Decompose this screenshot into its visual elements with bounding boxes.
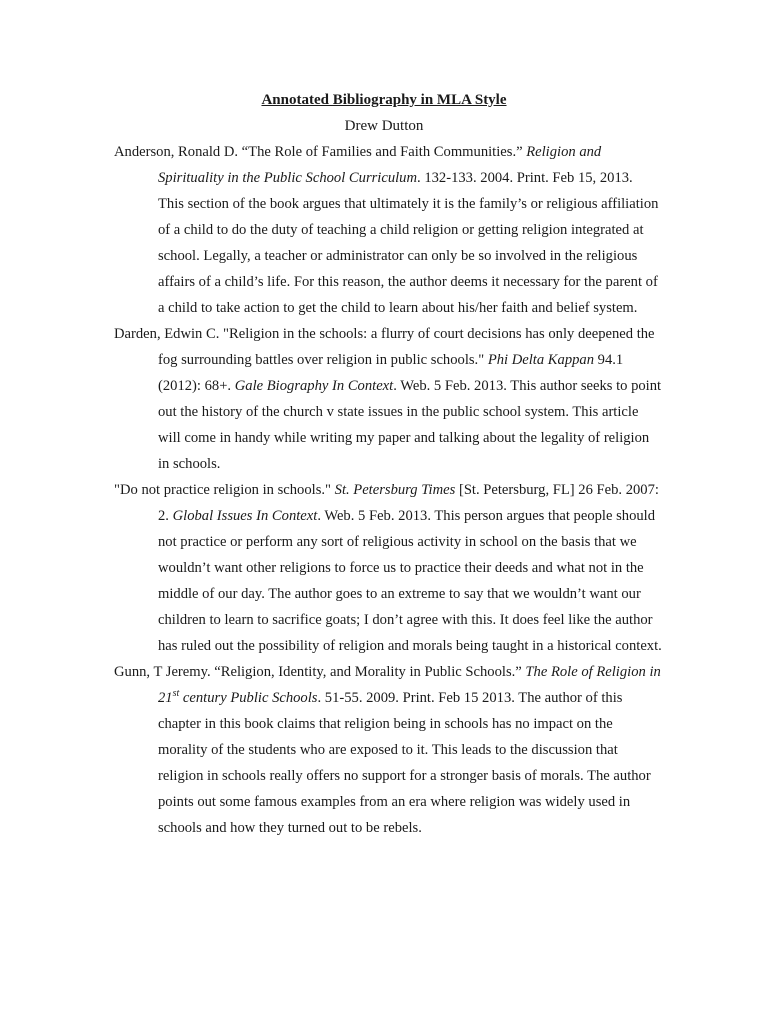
citation-text: [St. Petersburg, FL] 26 Feb. 2007: 2. bbox=[158, 482, 659, 524]
bibliography-entry-anderson bbox=[114, 139, 662, 321]
citation-text: . Web. 5 Feb. 2013. bbox=[317, 508, 435, 524]
citation-text: 94.1 (2012): 68+. bbox=[158, 352, 624, 394]
annotation-text: This section of the book argues that ultimately it is the family’s or religious affiliation of a child to do the duty of teaching a child religion or getting religion integrated at school. Legally, a teacher or administrator can only be so involved in the religious affairs of a child’s life. For this reason, the author deems it necessary for the parent of a child to take action to get the child to learn about his/her faith and belief system. bbox=[158, 196, 659, 316]
citation-text: "Do not practice religion in schools." bbox=[114, 482, 335, 498]
document-author: Drew Dutton bbox=[344, 118, 424, 134]
citation-text: . 51-55. 2009. Print. Feb 15 2013. bbox=[317, 690, 519, 706]
bibliography-entry-st-petersburg bbox=[114, 477, 662, 659]
source-title-part: century Public Schools bbox=[179, 690, 318, 706]
document-title: Annotated Bibliography in MLA Style bbox=[261, 92, 507, 108]
bibliography-entry-gunn bbox=[114, 659, 662, 841]
database-name: Gale Biography In Context bbox=[234, 378, 394, 394]
annotation-text: The author of this chapter in this book claims that religion being in schools has no impact on the morality of the students who are exposed to it. This leads to the discussion that religion in schools really offers no support for a stronger basis of morals. The author points out some famous examples from an era where religion was widely used in schools and how they turned out to be rebels. bbox=[158, 690, 651, 836]
source-title: St. Petersburg Times bbox=[334, 482, 456, 498]
source-title: Religion and Spirituality in the Public School Curriculum bbox=[158, 144, 602, 186]
source-title: Phi Delta Kappan bbox=[487, 352, 595, 368]
citation-text: Gunn, T Jeremy. “Religion, Identity, and Morality in Public Schools.” bbox=[114, 664, 526, 680]
database-name: Global Issues In Context bbox=[172, 508, 318, 524]
citation-text: Anderson, Ronald D. “The Role of Families and Faith Communities.” bbox=[114, 144, 527, 160]
citation-text: . 132-133. 2004. Print. Feb 15, 2013. bbox=[417, 170, 633, 186]
superscript-ordinal: st bbox=[172, 688, 180, 700]
citation-text: Darden, Edwin C. "Religion in the schools: a flurry of court decisions has only deepened the fog surrounding battles over religion in public schools." bbox=[114, 326, 655, 368]
citation-text: . Web. 5 Feb. 2013. bbox=[393, 378, 511, 394]
annotation-text: This author seeks to point out the history of the church v state issues in the public school system. This article will come in handy while writing my paper and talking about the legality of religion in schools. bbox=[158, 378, 662, 472]
bibliography-entry-darden bbox=[114, 321, 662, 477]
annotation-text: This person argues that people should not practice or perform any sort of religious activity in school on the basis that we wouldn’t want other religions to force us to practice their deeds and what not in the middle of our day. The author goes to an extreme to say that we wouldn’t want our children to learn to sacrifice goats; I don’t agree with this. It does feel like the author has ruled out the possibility of religion and morals being taught in a historical context. bbox=[158, 508, 662, 654]
source-title-part: The Role of Religion in 21 bbox=[158, 664, 661, 706]
bibliography-list bbox=[114, 139, 662, 841]
